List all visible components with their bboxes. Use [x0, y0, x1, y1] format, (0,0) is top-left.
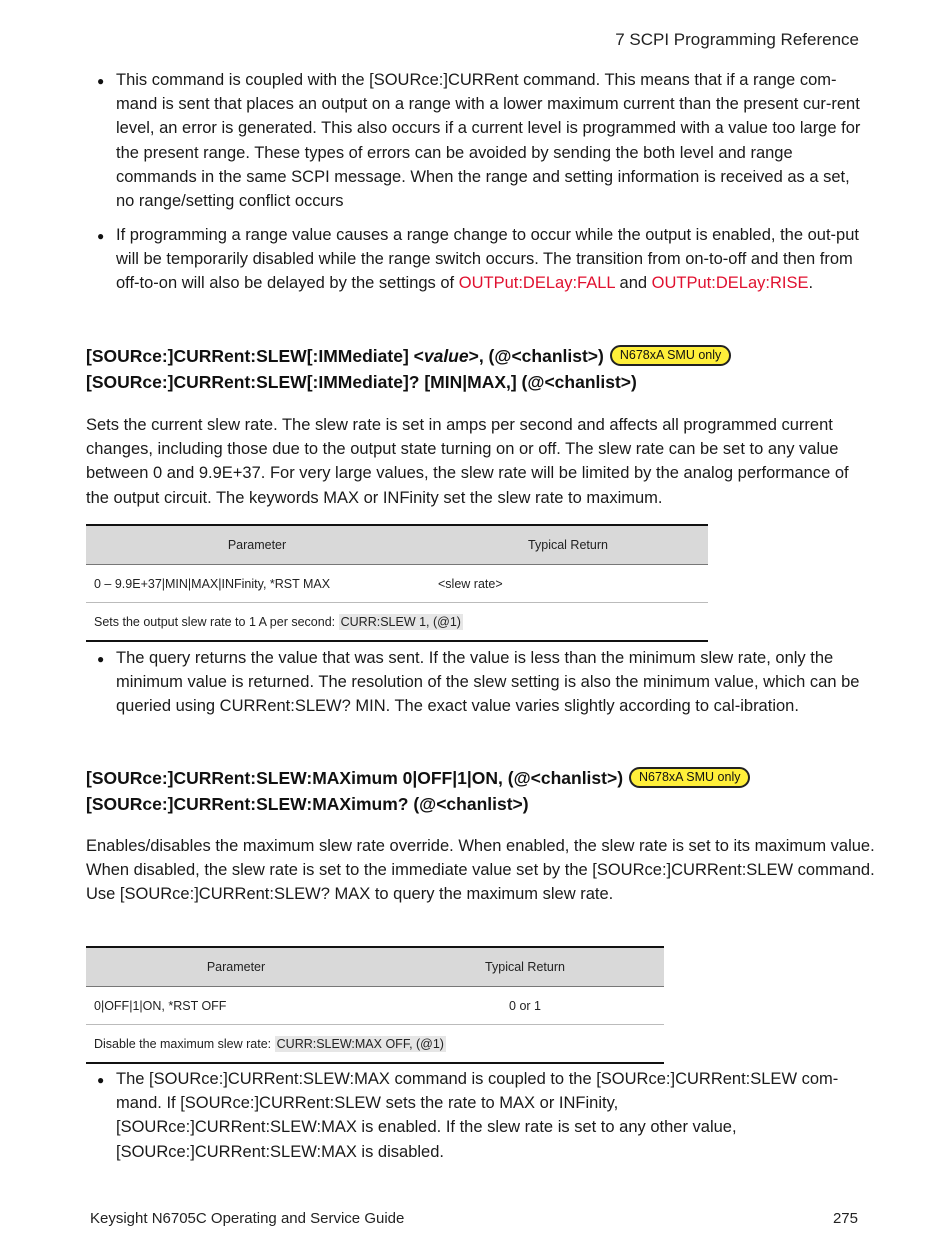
command-heading: [86, 343, 731, 369]
example-text: Sets the output slew rate to 1 A per second:: [94, 614, 336, 629]
bullet-text: The [SOURce:]CURRent:SLEW:MAX command is coupled to the [SOURce:]CURRent:SLEW com-mand. If [SOURce:]CURRent:SLEW sets the rate to MAX or INFinity, [SOURce:]CURRent:SLEW:MAX is enabled. If the slew rate is set to any other value, [SOURce:]CURRent:SLEW:MAX is disabled.: [116, 1070, 839, 1161]
column-header: Parameter: [86, 525, 428, 565]
smu-only-badge: N678xA SMU only: [629, 767, 750, 788]
command-description: Enables/disables the maximum slew rate override. When enabled, the slew rate is set to its maximum value. When disabled, the slew rate is set to the immediate value set by the [SOURce:]CURRent:SLEW command. Use [SOURce:]CURRent:SLEW? MAX to query the maximum slew rate.: [86, 837, 875, 904]
heading-value: value: [423, 346, 469, 366]
bullet-text: This command is coupled with the [SOURce:]CURRent command. This means that if a range com-mand is sent that places an output on a range with a lower maximum current than the present cur-rent level, an error is generated. This also occurs if a current level is programmed with a value too large for the present range. These types of errors can be avoided by sending the both level and range commands in the same SCPI message. When the range and setting information is received as a set, no range/setting conflict occurs: [116, 71, 861, 211]
heading-part: >, (@<chanlist>): [468, 346, 604, 366]
bullet-icon: ●: [97, 1073, 105, 1087]
bullet-icon: ●: [97, 74, 105, 88]
command-description: Sets the current slew rate. The slew rate is set in amps per second and affects all programmed current changes, including those due to the output state turning on or off. The slew rate can be set to any value between 0 and 9.9E+37. For very large values, the slew rate will be limited by the analog performance of the output circuit. The keywords MAX or INFinity set the slew rate to maximum.: [86, 416, 849, 507]
example-code: CURR:SLEW:MAX OFF, (@1): [276, 1036, 444, 1051]
heading-part: [SOURce:]CURRent:SLEW[:IMMediate] <: [86, 346, 424, 366]
example-row: [86, 1025, 664, 1064]
link-output-delay-fall[interactable]: OUTPut:DELay:FALL: [458, 274, 615, 293]
bullet-icon: ●: [97, 229, 105, 243]
period: .: [808, 274, 814, 293]
footer-title: Keysight N6705C Operating and Service Guide: [90, 1210, 405, 1227]
parameter-table: [86, 946, 664, 1064]
bullet-text: The query returns the value that was sent. If the value is less than the minimum slew rate, only the minimum value is returned. The resolution of the slew setting is also the minimum value, which can be queried using CURRent:SLEW? MIN. The exact value varies slightly according to cal-ibration.: [116, 649, 860, 716]
section-header: 7 SCPI Programming Reference: [615, 30, 859, 49]
column-header: Typical Return: [428, 525, 708, 565]
example-row: [86, 603, 708, 642]
bullet-icon: ●: [97, 652, 105, 666]
example-code: CURR:SLEW 1, (@1): [340, 614, 461, 629]
query-heading: [SOURce:]CURRent:SLEW:MAXimum? (@<chanlist>): [86, 794, 529, 814]
parameter-value: 0 – 9.9E+37|MIN|MAX|INFinity, *RST MAX: [86, 565, 428, 603]
example-text: Disable the maximum slew rate:: [94, 1036, 272, 1051]
bullet-text-body: If programming a range value causes a range change to occur while the output is enabled, the out-put will be temporarily disabled while the range switch occurs. The transition from on-to-off and then from off-to-on will also be delayed by the settings of: [116, 226, 859, 293]
bullet-text: [116, 223, 866, 296]
column-header: Typical Return: [386, 947, 664, 987]
heading-part: [SOURce:]CURRent:SLEW:MAXimum 0|OFF|1|ON, (@<chanlist>): [86, 768, 624, 788]
parameter-value: 0|OFF|1|ON, *RST OFF: [86, 987, 386, 1025]
typical-return-value: 0 or 1: [386, 987, 664, 1025]
page-number: 275: [832, 1210, 858, 1227]
conjunction: and: [619, 274, 648, 293]
command-heading: [86, 765, 750, 791]
smu-only-badge: N678xA SMU only: [610, 345, 731, 366]
typical-return-value: <slew rate>: [428, 565, 708, 603]
column-header: Parameter: [86, 947, 386, 987]
query-heading: [SOURce:]CURRent:SLEW[:IMMediate]? [MIN|MAX,] (@<chanlist>): [86, 372, 637, 392]
parameter-table: [86, 524, 708, 642]
link-output-delay-rise[interactable]: OUTPut:DELay:RISE: [651, 274, 809, 293]
